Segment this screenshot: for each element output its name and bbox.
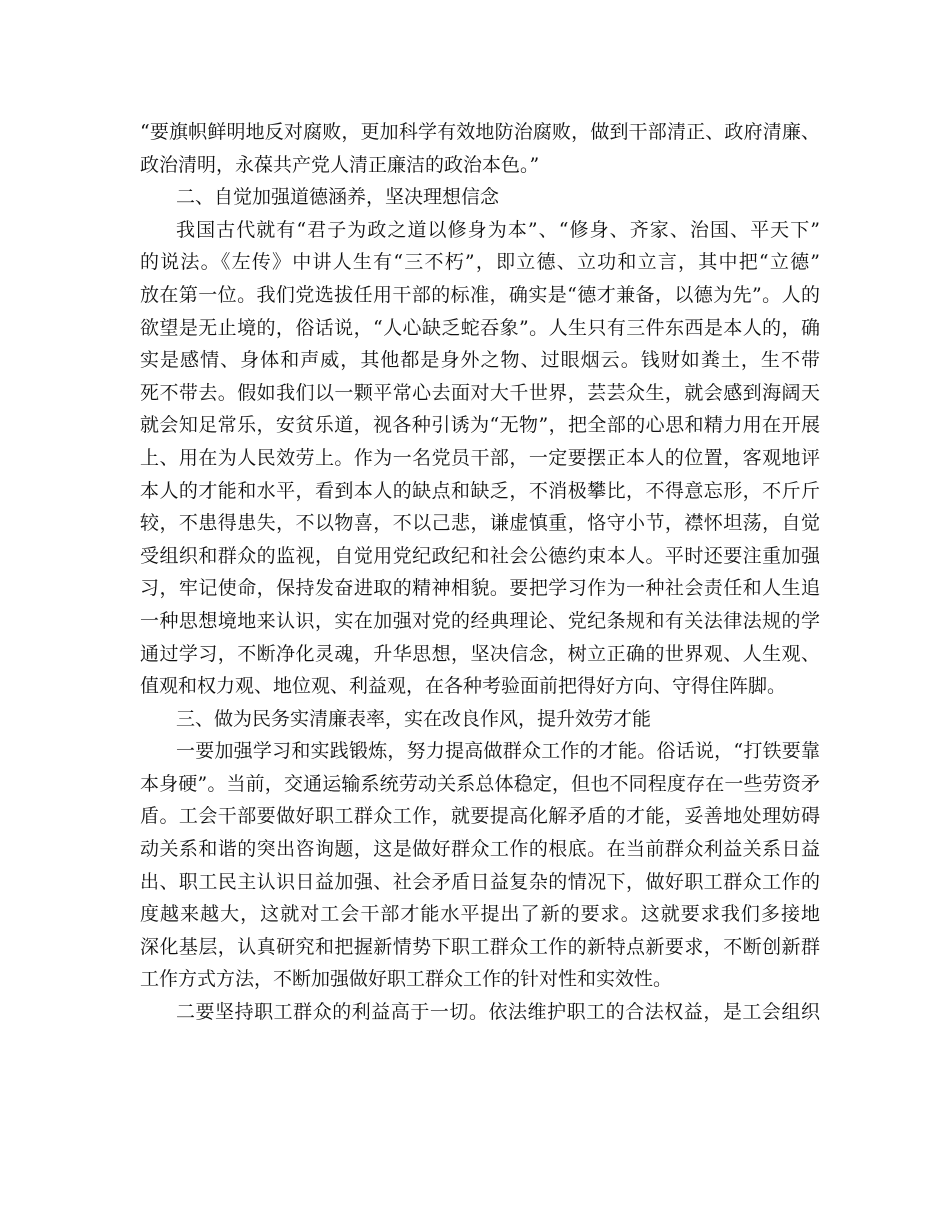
text-line: 动关系和谐的突出咨询题，这是做好群众工作的根底。在当前群众利益关系日益 bbox=[140, 838, 820, 861]
text-line: 度越来越大，这就对工会干部才能水平提出了新的要求。这就要求我们多接地 bbox=[140, 903, 820, 926]
document-body bbox=[140, 116, 820, 1029]
text-line: 出、职工民主认识日益加强、社会矛盾日益复杂的情况下，做好职工群众工作的 bbox=[140, 870, 820, 893]
paragraph bbox=[140, 214, 820, 703]
text-line: 三、做为民务实清廉表率，实在改良作风，提升效劳才能 bbox=[176, 707, 652, 730]
text-line: 欲望是无止境的，俗话说，“人心缺乏蛇吞象”。人生只有三件东西是本人的，确 bbox=[140, 316, 820, 339]
text-line: 实是感情、身体和声威，其他都是身外之物、过眼烟云。钱财如粪土，生不带 bbox=[140, 349, 820, 372]
text-line: 深化基层，认真研究和把握新情势下职工群众工作的新特点新要求，不断创新群 bbox=[140, 935, 820, 958]
text-line: 工作方式方法，不断加强做好职工群众工作的针对性和实效性。 bbox=[140, 968, 673, 991]
text-line: 习，牢记使命，保持发奋进取的精神相貌。要把学习作为一种社会责任和人生追 bbox=[140, 577, 820, 600]
section-heading bbox=[140, 703, 820, 736]
text-line: “要旗帜鲜明地反对腐败，更加科学有效地防治腐败，做到干部清正、政府清廉、 bbox=[140, 121, 820, 143]
text-line: 二、自觉加强道德涵养，坚决理想信念 bbox=[176, 186, 500, 209]
text-line: 通过学习，不断净化灵魂，升华思想，坚决信念，树立正确的世界观、人生观、 bbox=[140, 642, 820, 665]
text-line: 盾。工会干部要做好职工群众工作，就要提高化解矛盾的才能，妥善地处理妨碍 bbox=[140, 805, 820, 828]
text-line: 受组织和群众的监视，自觉用党纪政纪和社会公德约束本人。平时还要注重加强 bbox=[140, 544, 820, 567]
text-line: 二要坚持职工群众的利益高于一切。依法维护职工的合法权益，是工会组织 bbox=[176, 1001, 820, 1024]
text-line: 政治清明，永葆共产党人清正廉洁的政治本色。” bbox=[140, 153, 540, 176]
text-line: 较，不患得患失，不以物喜，不以己悲，谦虚慎重，恪守小节，襟怀坦荡，自觉 bbox=[140, 512, 820, 535]
text-line: 本人的才能和水平，看到本人的缺点和缺乏，不消极攀比，不得意忘形，不斤斤 bbox=[140, 479, 820, 502]
text-line: 一要加强学习和实践锻炼，努力提高做群众工作的才能。俗话说，“打铁要靠 bbox=[176, 740, 820, 763]
section-heading bbox=[140, 181, 820, 214]
text-line: 一种思想境地来认识，实在加强对党的经典理论、党纪条规和有关法律法规的学 bbox=[140, 609, 820, 632]
text-line: 值观和权力观、地位观、利益观，在各种考验面前把得好方向、守得住阵脚。 bbox=[140, 675, 787, 698]
paragraph bbox=[140, 735, 820, 996]
text-line: 我国古代就有“君子为政之道以修身为本”、“修身、齐家、治国、平天下” bbox=[176, 218, 820, 241]
text-line: 放在第一位。我们党选拔任用干部的标准，确实是“德才兼备，以德为先”。人的 bbox=[140, 283, 820, 306]
text-line: 本身硬”。当前，交通运输系统劳动关系总体稳定，但也不同程度存在一些劳资矛 bbox=[140, 772, 820, 795]
text-line: 的说法。《左传》中讲人生有“三不朽”，即立德、立功和立言，其中把“立德” bbox=[140, 251, 820, 274]
paragraph bbox=[140, 996, 820, 1029]
paragraph bbox=[140, 116, 820, 181]
text-line: 就会知足常乐，安贫乐道，视各种引诱为“无物”，把全部的心思和精力用在开展 bbox=[140, 414, 820, 437]
text-line: 死不带去。假如我们以一颗平常心去面对大千世界，芸芸众生，就会感到海阔天 bbox=[140, 381, 820, 404]
text-line: 上、用在为人民效劳上。作为一名党员干部，一定要摆正本人的位置，客观地评 bbox=[140, 446, 820, 469]
